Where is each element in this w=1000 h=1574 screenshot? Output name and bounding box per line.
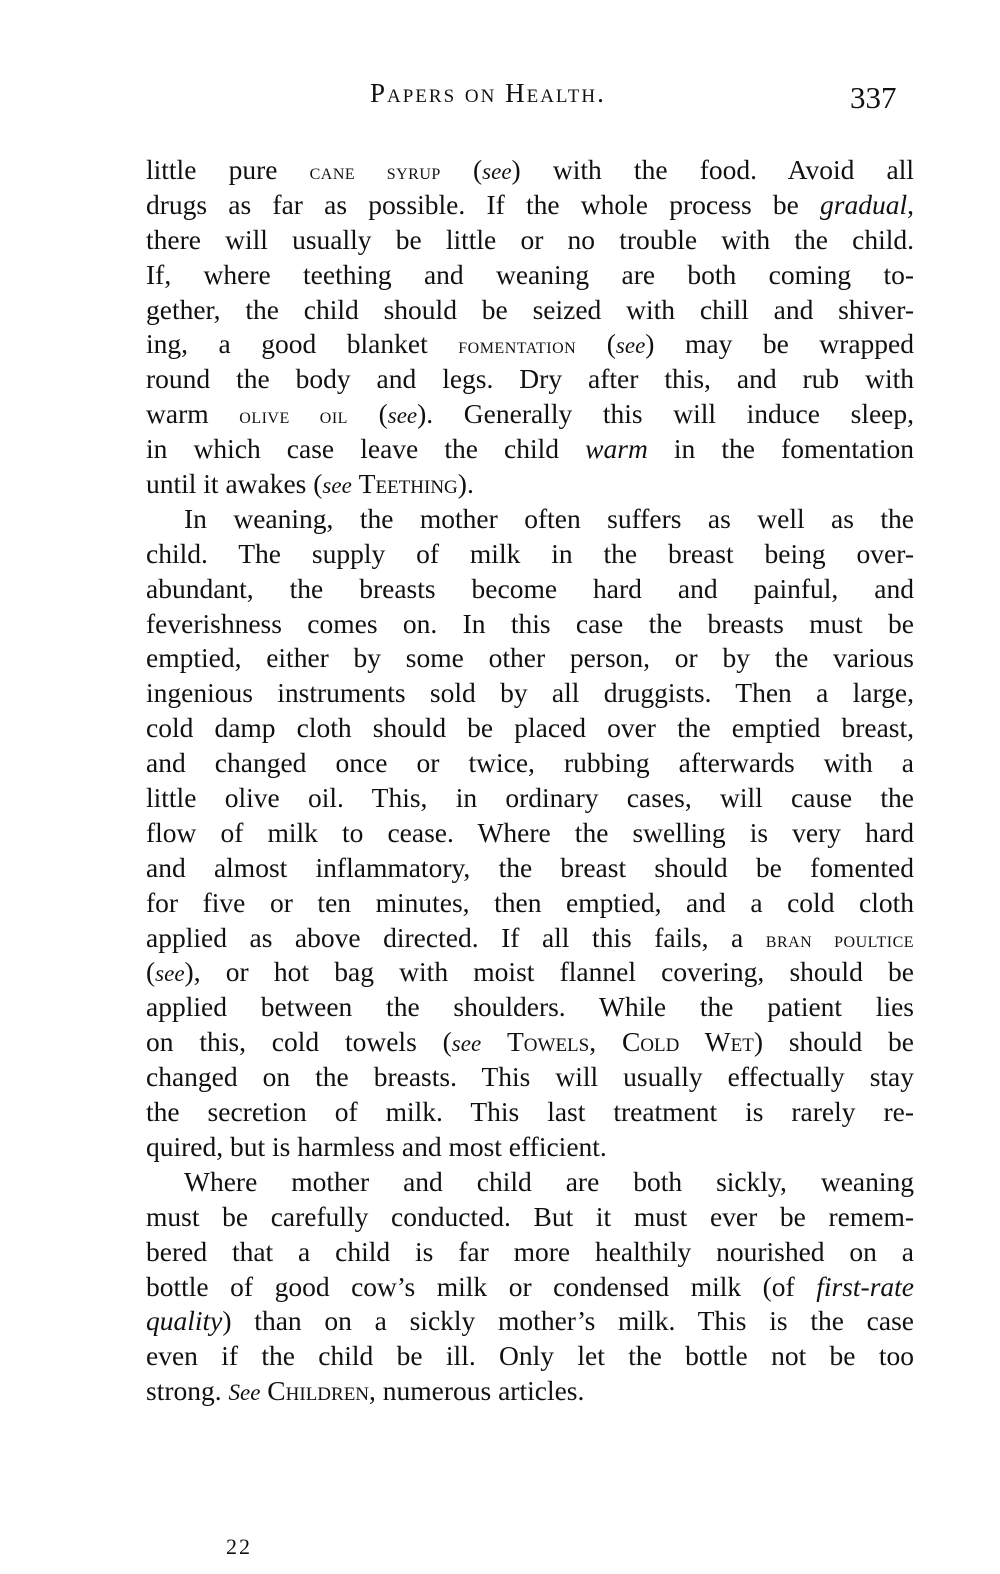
text-line <box>146 223 914 258</box>
running-title: Papers on Health. <box>370 78 606 108</box>
text-segment: child. The supply of milk in the breast being over- <box>146 537 914 569</box>
text-line <box>146 1130 914 1165</box>
text-line <box>146 1235 914 1270</box>
text-line <box>146 362 914 397</box>
text-segment: ) may be wrapped <box>645 328 914 360</box>
text-segment: emptied, either by some other person, or by the various <box>146 642 914 674</box>
text-segment: ). <box>457 468 474 500</box>
text-segment: cold damp cloth should be placed over the emptied breast, <box>146 712 914 744</box>
text-segment: even if the child be ill. Only let the bottle not be too <box>146 1340 914 1372</box>
text-segment: flow of milk to cease. Where the swelling is very hard <box>146 816 914 848</box>
text-segment: ( <box>576 328 616 360</box>
text-segment: little pure <box>146 154 310 185</box>
text-line <box>146 816 914 851</box>
italic-text: see <box>482 159 512 184</box>
text-line <box>146 781 914 816</box>
text-line <box>146 711 914 746</box>
signature-mark: 22 <box>226 1534 252 1559</box>
text-line <box>146 397 914 432</box>
text-segment: , <box>907 188 914 220</box>
small-caps-term: Children <box>267 1375 370 1407</box>
text-segment: In weaning, the mother often suffers as well as the <box>184 502 914 534</box>
text-line <box>146 258 914 293</box>
text-line <box>146 188 914 223</box>
italic-text: see <box>387 403 418 429</box>
small-caps-term: fomentation <box>458 333 577 359</box>
text-line <box>146 572 914 607</box>
text-segment: bottle of good cow’s milk or condensed milk (of <box>146 1270 817 1302</box>
text-line <box>146 502 914 537</box>
italic-text: quality <box>146 1305 223 1337</box>
italic-text: warm <box>585 433 648 465</box>
text-segment <box>481 1026 507 1057</box>
text-line <box>146 1025 914 1060</box>
text-segment: changed on the breasts. This will usually effectually stay <box>146 1061 914 1093</box>
small-caps-term: Towels, Cold Wet <box>507 1026 754 1058</box>
text-segment: warm <box>146 398 240 430</box>
text-line <box>146 1270 914 1305</box>
text-line <box>146 432 914 467</box>
text-line <box>146 1200 914 1235</box>
small-caps-term: bran poultice <box>765 926 915 952</box>
text-segment: until it awakes ( <box>146 468 323 500</box>
text-segment: If, where teething and weaning are both coming to- <box>146 258 914 290</box>
body-text <box>146 153 914 1409</box>
italic-text: see <box>451 1031 482 1057</box>
italic-text: first-rate <box>816 1270 914 1302</box>
text-segment: on this, cold towels ( <box>146 1026 452 1058</box>
italic-text: see <box>155 961 185 987</box>
text-line <box>146 746 914 781</box>
text-segment: , numerous articles. <box>369 1375 585 1407</box>
text-line <box>146 293 914 328</box>
text-segment: ( <box>347 398 388 430</box>
text-line <box>146 676 914 711</box>
text-line <box>146 1374 914 1409</box>
page-number: 337 <box>850 80 897 115</box>
text-segment: there will usually be little or no trouble with the child. <box>146 223 914 255</box>
text-segment: ( <box>146 956 156 988</box>
text-segment: must be carefully conducted. But it must ever be remem- <box>146 1200 914 1232</box>
text-segment: ). Generally this will induce sleep, <box>417 398 914 430</box>
text-line <box>146 1165 914 1200</box>
text-segment: ) than on a sickly mother’s milk. This is the case <box>222 1305 914 1337</box>
text-segment: ing, a good blanket <box>146 328 459 360</box>
text-segment: for five or ten minutes, then emptied, and a cold cloth <box>146 886 914 918</box>
text-line <box>146 1095 914 1130</box>
text-line <box>146 537 914 572</box>
text-segment: applied between the shoulders. While the patient lies <box>146 991 914 1023</box>
text-line <box>146 1304 914 1339</box>
italic-text: see <box>615 333 646 359</box>
text-segment: ) with the food. Avoid all <box>511 154 914 185</box>
italic-text: See <box>228 1380 261 1406</box>
text-segment: feverishness comes on. In this case the breasts must be <box>146 607 914 639</box>
text-segment <box>352 468 359 499</box>
small-caps-term: cane syrup <box>309 159 441 184</box>
italic-text: gradual <box>820 188 908 220</box>
text-line <box>146 886 914 921</box>
text-line <box>146 641 914 676</box>
text-segment: and almost inflammatory, the breast should be fomented <box>146 851 914 883</box>
text-line <box>146 990 914 1025</box>
text-line <box>146 467 914 502</box>
text-line <box>146 1339 914 1374</box>
text-segment: little olive oil. This, in ordinary cases, will cause the <box>146 782 914 814</box>
text-segment: quired, but is harmless and most efficient. <box>146 1130 607 1162</box>
text-segment: abundant, the breasts become hard and painful, and <box>146 572 914 604</box>
text-line <box>146 955 914 990</box>
text-segment: Where mother and child are both sickly, weaning <box>184 1165 914 1197</box>
text-segment: gether, the child should be seized with chill and shiver- <box>146 293 914 325</box>
text-segment: strong. <box>146 1375 229 1407</box>
text-segment: round the body and legs. Dry after this, and rub with <box>146 363 914 395</box>
text-line <box>146 327 914 362</box>
small-caps-term: olive oil <box>239 403 348 429</box>
small-caps-term: Teething <box>358 468 458 500</box>
text-segment: drugs as far as possible. If the whole process be <box>146 188 821 220</box>
text-segment: and changed once or twice, rubbing afterwards with a <box>146 747 914 779</box>
text-segment: bered that a child is far more healthily nourished on a <box>146 1235 914 1267</box>
text-segment: ( <box>440 154 483 185</box>
text-segment: ), or hot bag with moist flannel covering, should be <box>184 956 914 988</box>
text-segment: ) should be <box>753 1026 914 1058</box>
page-header <box>0 78 1000 128</box>
italic-text: see <box>322 473 352 499</box>
text-segment: in the fomentation <box>647 433 914 465</box>
text-line <box>146 153 914 188</box>
text-line <box>146 607 914 642</box>
text-segment: ingenious instruments sold by all druggists. Then a large, <box>146 677 914 709</box>
text-line <box>146 1060 914 1095</box>
text-line <box>146 921 914 956</box>
text-line <box>146 851 914 886</box>
text-segment: in which case leave the child <box>146 433 586 465</box>
text-segment: applied as above directed. If all this fails, a <box>146 921 766 953</box>
text-segment: the secretion of milk. This last treatment is rarely re- <box>146 1096 914 1128</box>
